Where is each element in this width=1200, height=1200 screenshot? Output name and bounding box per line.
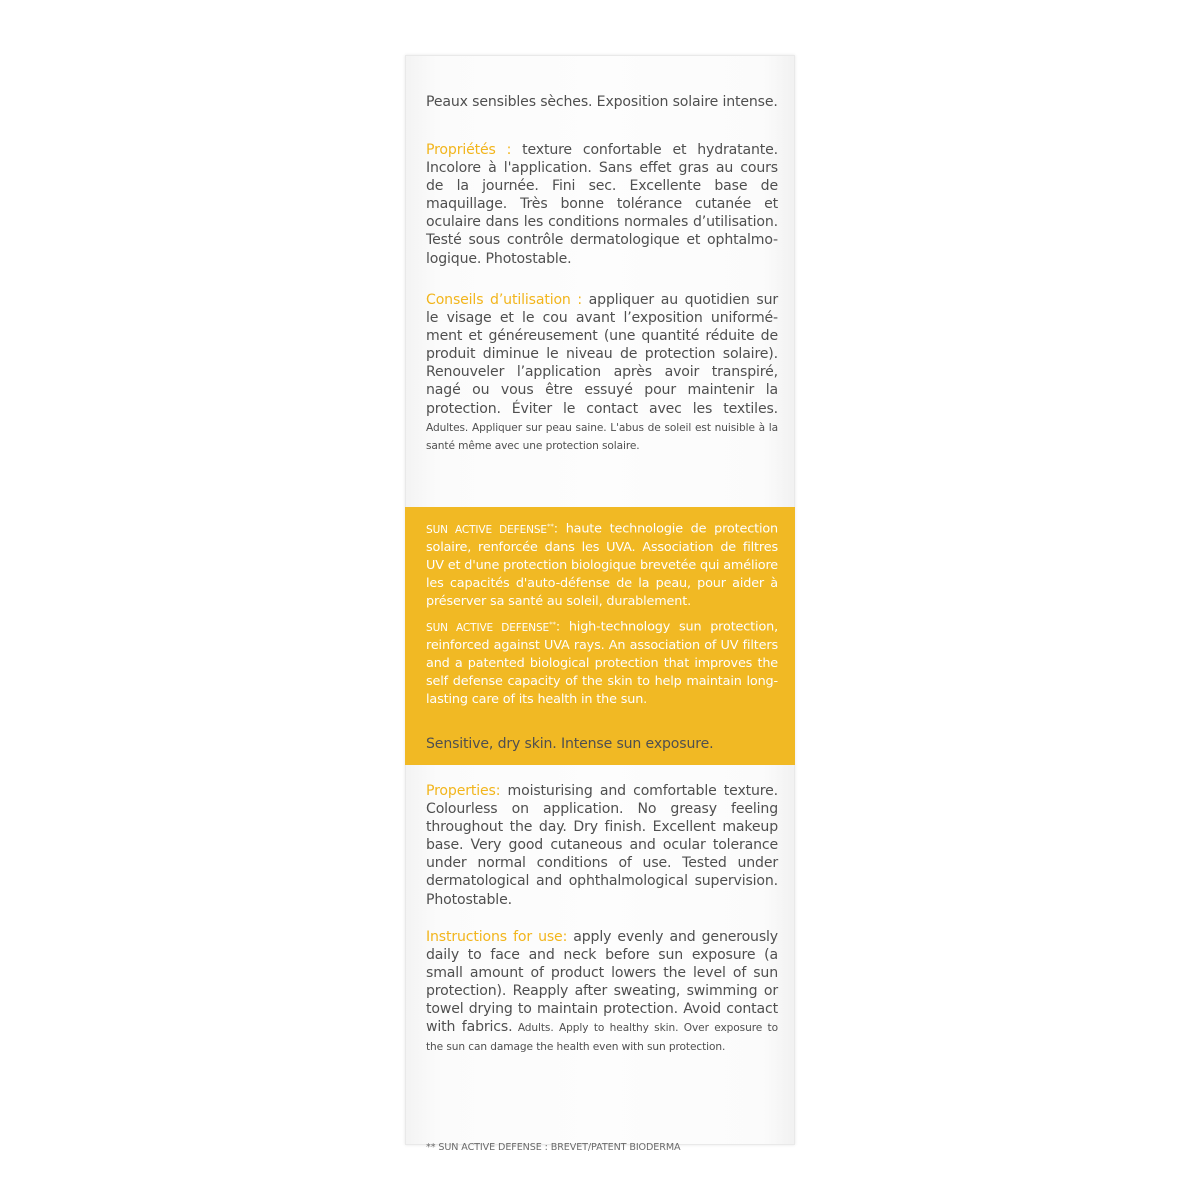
band-fr-label: SUN ACTIVE DEFENSE** — [426, 522, 554, 536]
fr-properties-text: texture confortable et hydratante. Incolore à l'application. Sans effet gras au cours de la journée. Fini sec. Excellente base de maquillage. Très bonne tolérance cutanée et oculaire dans les conditions normales d’utilisation. Testé sous contrôle dermatologique et ophtalmo-logique. Photostable. — [426, 142, 779, 267]
fr-usage-paragraph — [426, 291, 778, 454]
en-usage-label: Instructions for use: — [426, 929, 568, 945]
fr-intro: Peaux sensibles sèches. Exposition solaire intense. — [426, 94, 778, 110]
en-usage-paragraph — [426, 928, 778, 1055]
fr-usage-text: appliquer au quotidien sur le visage et le cou avant l’exposition uniformé-ment et généreusement (une quantité réduite de produit diminue le niveau de protection solaire). Renouveler l’application après avoir transpiré, nagé ou vous être essuyé pour maintenir la protection. Éviter le contact avec les textiles. — [426, 292, 778, 417]
en-properties-label: Properties: — [426, 783, 501, 799]
en-properties-text: moisturising and comfortable texture. Colourless on application. No greasy feeling throughout the day. Dry finish. Excellent makeup base. Very good cutaneous and ocular tolerance under normal conditions of use. Tested under dermatological and ophthalmological supervision. Photostable. — [426, 783, 778, 908]
en-usage-small: Adults. Apply to healthy skin. Over exposure to the sun can damage the health even with sun protection. — [426, 1022, 778, 1053]
band-fr-paragraph — [426, 517, 778, 611]
en-usage-text: apply evenly and generously daily to face and neck before sun exposure (a small amount of product lowers the level of sun protection). Reapply after sweating, swimming or towel drying to maintain protection. Avoid contact with fabrics. — [426, 929, 778, 1036]
fr-properties-paragraph — [426, 141, 778, 268]
fr-properties-label: Propriétés : — [426, 142, 512, 158]
fr-usage-small: Adultes. Appliquer sur peau saine. L'abus de soleil est nuisible à la santé même avec une protection solaire. — [426, 421, 778, 452]
patent-footnote: ** SUN ACTIVE DEFENSE : BREVET/PATENT BIODERMA — [426, 1142, 681, 1153]
sun-active-defense-band — [405, 507, 795, 765]
en-intro: Sensitive, dry skin. Intense sun exposure. — [426, 736, 714, 752]
product-box-back-panel — [405, 55, 795, 1153]
fr-usage-label: Conseils d’utilisation : — [426, 292, 582, 308]
band-en-text: : high-technology sun protection, reinforced against UVA rays. An association of UV filters and a patented biological protection that improves the self defense capacity of the skin to help maintain long-lasting care of its health in the sun. — [426, 619, 778, 707]
band-fr-text: : haute technologie de protection solaire, renforcée dans les UVA. Association de filtres UV et d'une protection biologique brevetée qui améliore les capacités d'auto-défense de la peau, pour aider à préserver sa santé au soleil, durablement. — [426, 521, 778, 609]
band-en-label: SUN ACTIVE DEFENSE** — [426, 620, 556, 634]
en-properties-paragraph — [426, 782, 778, 909]
band-en-paragraph — [426, 615, 778, 709]
